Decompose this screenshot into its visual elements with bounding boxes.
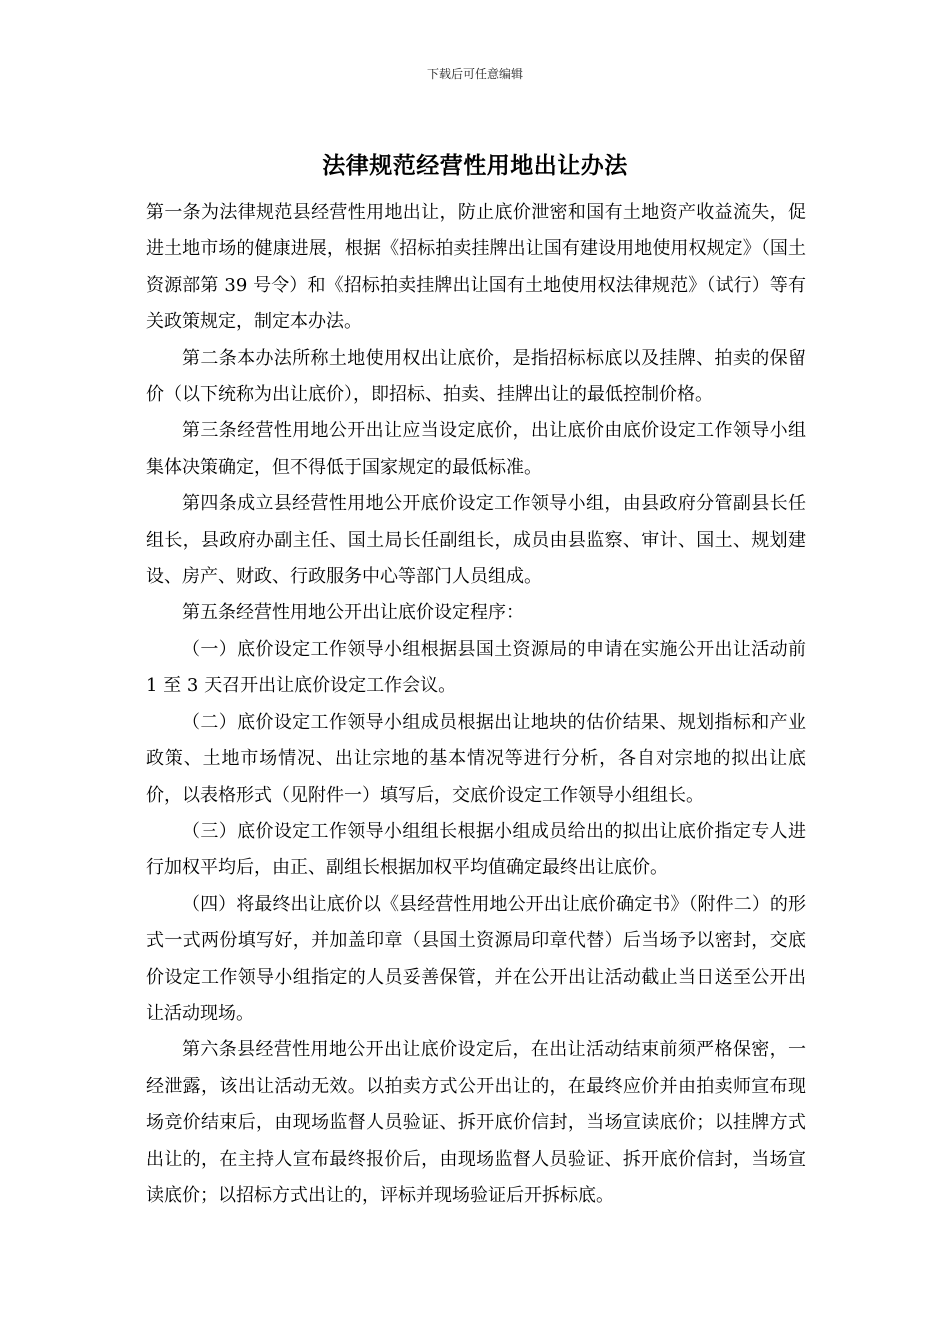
article-4-paragraph: 第四条成立县经营性用地公开底价设定工作领导小组，由县政府分管副县长任组长，县政府办副主任、国土局长任副组长，成员由县监察、审计、国土、规划建设、房产、财政、行政服务中心等部门人员组成。 — [146, 493, 806, 588]
article-6-paragraph: 第六条县经营性用地公开出让底价设定后，在出让活动结束前须严格保密，一经泄露，该出让活动无效。以拍卖方式公开出让的，在最终应价并由拍卖师宣布现场竞价结束后，由现场监督人员验证、拆开底价信封，当场宣读底价；以挂牌方式出让的，在主持人宣布最终报价后，由现场监督人员验证、拆开底价信封，当场宣读底价；以招标方式出让的，评标并现场验证后开拆标底。 — [146, 1039, 806, 1206]
article-1-paragraph: 第一条为法律规范县经营性用地出让，防止底价泄密和国有土地资产收益流失，促进土地市场的健康进展，根据《招标拍卖挂牌出让国有建设用地使用权规定》（国土资源部第 39 号令）和《招标拍卖挂牌出让国有土地使用权法律规范》（试行）等有关政策规定，制定本办法。 — [146, 202, 806, 333]
article-3-paragraph: 第三条经营性用地公开出让应当设定底价，出让底价由底价设定工作领导小组集体决策确定，但不得低于国家规定的最低标准。 — [146, 420, 806, 478]
procedure-step-3: （三）底价设定工作领导小组组长根据小组成员给出的拟出让底价指定专人进行加权平均后，由正、副组长根据加权平均值确定最终出让底价。 — [146, 820, 806, 879]
article-2-paragraph: 第二条本办法所称土地使用权出让底价，是指招标标底以及挂牌、拍卖的保留价（以下统称为出让底价），即招标、拍卖、挂牌出让的最低控制价格。 — [146, 347, 806, 406]
document-title: 法律规范经营性用地出让办法 — [322, 152, 628, 179]
procedure-step-2: （二）底价设定工作领导小组成员根据出让地块的估价结果、规划指标和产业政策、土地市场情况、出让宗地的基本情况等进行分析，各自对宗地的拟出让底价，以表格形式（见附件一）填写后，交底价设定工作领导小组组长。 — [146, 711, 806, 806]
header-note: 下载后可任意编辑 — [426, 67, 523, 81]
document-body — [146, 195, 806, 1214]
procedure-step-1: （一）底价设定工作领导小组根据县国土资源局的申请在实施公开出让活动前 1 至 3 天召开出让底价设定工作会议。 — [146, 638, 806, 697]
article-5-paragraph: 第五条经营性用地公开出让底价设定程序： — [182, 602, 524, 624]
procedure-step-4: （四）将最终出让底价以《县经营性用地公开出让底价确定书》（附件二）的形式一式两份填写好，并加盖印章（县国土资源局印章代替）后当场予以密封，交底价设定工作领导小组指定的人员妥善保管，并在公开出让活动截止当日送至公开出让活动现场。 — [146, 893, 806, 1024]
